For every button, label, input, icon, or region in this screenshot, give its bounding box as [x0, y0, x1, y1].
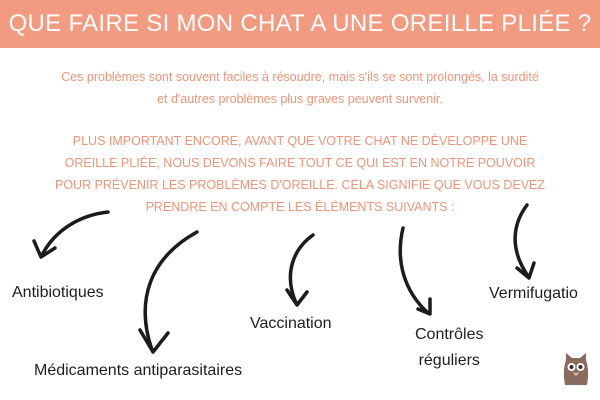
item-controles-reguliers	[415, 322, 483, 374]
arrow-antibiotiques-icon	[34, 212, 108, 257]
page-title: QUE FAIRE SI MON CHAT A UNE OREILLE PLIÉE ?	[8, 10, 592, 37]
cat-logo-icon	[560, 352, 592, 388]
item-controles-line-1: Contrôles	[415, 326, 484, 343]
arrow-medicaments-icon	[140, 232, 197, 352]
intro-line-1: Ces problèmes sont souvent faciles à résoudre, mais s'ils se sont prolongés, la surdité	[61, 70, 539, 84]
item-controles-line-2: réguliers	[418, 352, 480, 369]
arrow-controles-icon	[400, 228, 430, 314]
emphasis-line-3: POUR PRÉVENIR LES PROBLÈMES D'OREILLE. CELA SIGNIFIE QUE VOUS DEVEZ	[54, 178, 546, 192]
emphasis-line-1: PLUS IMPORTANT ENCORE, AVANT QUE VOTRE CHAT NE DÉVELOPPE UNE	[72, 134, 528, 148]
emphasis-line-2: OREILLE PLIÉE, NOUS DEVONS FAIRE TOUT CE QUI EST EN NOTRE POUVOIR	[64, 156, 536, 170]
item-medicaments-antiparasitaires: Médicaments antiparasitaires	[34, 362, 243, 379]
intro-line-2: et d'autres problèmes plus graves peuvent survenir.	[157, 92, 443, 106]
item-vaccination: Vaccination	[250, 315, 332, 332]
item-antibiotiques: Antibiotiques	[12, 284, 104, 301]
emphasis-line-4: PRENDRE EN COMPTE LES ÉLÉMENTS SUIVANTS :	[145, 200, 455, 214]
arrow-vaccination-icon	[287, 235, 313, 305]
item-vermifugation: Vermifugatio	[489, 285, 578, 302]
arrow-vermifugation-icon	[515, 205, 534, 278]
